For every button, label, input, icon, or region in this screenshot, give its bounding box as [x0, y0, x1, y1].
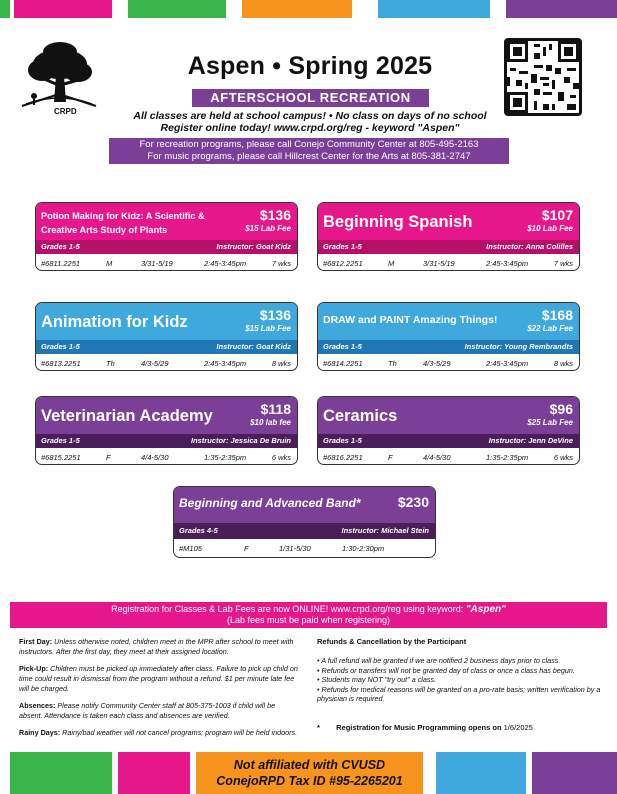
- class-time: 1:30-2:30pm: [342, 544, 385, 553]
- class-code: #M105: [179, 544, 202, 553]
- class-time: 1:35-2:35pm: [204, 453, 247, 462]
- class-title: Beginning Spanish: [323, 213, 473, 231]
- class-card[interactable]: [317, 202, 580, 271]
- music-date: 1/6/2025: [503, 723, 533, 732]
- page-subtitle: AFTERSCHOOL RECREATION: [192, 89, 429, 107]
- top-color-bar: [0, 0, 10, 18]
- class-day: F: [244, 544, 249, 553]
- absences-text: Please notify Community Center staff at 805-375-1003 if child will be absent. Attendance is taken each class and absences are verified.: [19, 701, 276, 720]
- card-header: [318, 303, 579, 340]
- class-schedule-row: [174, 539, 435, 558]
- recreation-phone: For recreation programs, please call Conejo Community Center at 805-495-2163: [139, 139, 479, 150]
- class-schedule-row: [318, 254, 579, 271]
- card-band: [36, 340, 297, 354]
- pickup-text: Children must be picked up immediately after class. Failure to pick up child on time could result in dismissal from the program without a refund. $1 per minute late fee will be charged.: [19, 664, 298, 693]
- class-dates: 4/4-5/30: [423, 453, 451, 462]
- refund-item: • Refunds for medical reasons will be granted on a pro-rate basis; written verification by a physician is required.: [317, 684, 601, 703]
- class-price: $118: [260, 401, 291, 417]
- class-code: #6815.2251: [41, 453, 81, 462]
- class-code: #6812.2251: [323, 259, 363, 268]
- card-band: [36, 240, 297, 254]
- bottom-color-bar: [10, 752, 112, 794]
- class-title: Ceramics: [323, 407, 398, 425]
- refunds-title: Refunds & Cancellation by the Participant: [317, 637, 467, 646]
- tax-id-box: [196, 752, 423, 794]
- top-color-bar: [506, 0, 617, 18]
- lab-fee: $10 Lab Fee: [527, 224, 573, 233]
- rainy-days-text: Rainy/bad weather will not cancel programs; program will be held indoors.: [62, 728, 298, 737]
- registration-text: Registration for Classes & Lab Fees are now ONLINE! www.crpd.org/reg using keyword:: [111, 604, 464, 614]
- class-weeks: 6 wks: [271, 453, 291, 462]
- class-price: $168: [541, 307, 573, 323]
- class-time: 2:45-3:45pm: [486, 259, 529, 268]
- card-band: [174, 523, 435, 539]
- class-code: #6816.2251: [323, 453, 363, 462]
- card-band: [318, 340, 579, 354]
- class-weeks: 7 wks: [271, 259, 291, 268]
- class-time: 2:45-3:45pm: [204, 359, 247, 368]
- class-dates: 4/3-5/29: [141, 359, 169, 368]
- class-schedule-row: [36, 254, 297, 271]
- class-price: $136: [259, 307, 291, 323]
- class-dates: 3/31-5/19: [141, 259, 173, 268]
- class-instructor: Instructor: Young Rembrandts: [464, 342, 573, 351]
- lab-fee: $15 Lab Fee: [245, 224, 291, 233]
- class-time: 2:45-3:45pm: [204, 259, 247, 268]
- rainy-days-label: Rainy Days:: [19, 728, 61, 737]
- class-title: DRAW and PAINT Amazing Things!: [323, 314, 498, 326]
- class-title: Animation for Kidz: [41, 313, 188, 331]
- class-card[interactable]: [173, 486, 436, 558]
- class-card[interactable]: [317, 396, 580, 465]
- bottom-color-bar: [532, 752, 617, 794]
- tax-id: ConejoRPD Tax ID #95-2265201: [216, 774, 403, 788]
- bottom-color-bar: [436, 752, 526, 794]
- card-header: [318, 203, 579, 240]
- first-day-info: [19, 637, 299, 657]
- cvusd-note: Not affiliated with CVUSD: [233, 758, 386, 772]
- class-grades: Grades 1-5: [323, 342, 362, 351]
- class-day: M: [106, 259, 113, 268]
- class-day: Th: [106, 359, 115, 368]
- class-dates: 3/31-5/19: [423, 259, 455, 268]
- class-card[interactable]: [35, 302, 298, 371]
- refund-item: • A full refund will be granted if we are notified 2 business days prior to class.: [317, 656, 561, 665]
- lab-fee: $25 Lab Fee: [527, 418, 573, 427]
- class-grades: Grades 1-5: [41, 436, 80, 445]
- lab-fee-note: (Lab fees must be paid when registering): [226, 615, 391, 625]
- phone-info: [109, 138, 509, 164]
- music-text: Registration for Music Programming opens on: [336, 723, 502, 732]
- class-instructor: Instructor: Goat Kidz: [216, 342, 291, 351]
- class-day: Th: [388, 359, 397, 368]
- class-schedule-row: [318, 448, 579, 465]
- logo-text: CRPD: [54, 107, 77, 116]
- music-registration-note: [317, 723, 533, 732]
- class-code: #6811.2251: [41, 259, 81, 268]
- class-grades: Grades 1-5: [41, 342, 80, 351]
- top-color-bar: [242, 0, 352, 18]
- lab-fee: $10 lab fee: [250, 418, 291, 427]
- class-title: Beginning and Advanced Band*: [179, 496, 361, 510]
- top-color-bar: [378, 0, 490, 18]
- registration-keyword: "Aspen": [465, 604, 506, 615]
- class-price: $230: [397, 494, 429, 510]
- class-instructor: Instructor: Jessica De Bruin: [190, 436, 291, 445]
- music-star: *: [317, 723, 320, 732]
- bottom-color-bar: [118, 752, 190, 794]
- class-day: F: [388, 453, 393, 462]
- class-price: $107: [541, 207, 573, 223]
- pickup-label: Pick-Up:: [19, 664, 49, 673]
- class-weeks: 6 wks: [553, 453, 573, 462]
- pickup-info: [19, 664, 299, 694]
- lab-fee: $15 Lab Fee: [245, 324, 291, 333]
- register-note: Register online today! www.crpd.org/reg - keyword "Aspen": [160, 122, 460, 134]
- campus-note: All classes are held at school campus! • No class on days of no school: [133, 110, 487, 122]
- class-code: #6814.2251: [323, 359, 363, 368]
- class-grades: Grades 1-5: [323, 436, 362, 445]
- class-grades: Grades 4-5: [179, 526, 218, 535]
- class-time: 2:45-3:45pm: [486, 359, 529, 368]
- class-day: F: [106, 453, 111, 462]
- rainy-days-info: [19, 728, 299, 738]
- class-price: $136: [259, 207, 291, 223]
- class-schedule-row: [318, 354, 579, 371]
- class-instructor: Instructor: Jenn DeVine: [488, 436, 573, 445]
- music-phone: For music programs, please call Hillcrest Center for the Arts at 805-381-2747: [147, 151, 471, 162]
- class-grades: Grades 1-5: [323, 242, 362, 251]
- class-day: M: [388, 259, 395, 268]
- registration-banner: [10, 602, 607, 628]
- top-color-bar: [128, 0, 226, 18]
- class-schedule-row: [36, 448, 297, 465]
- top-color-bar: [14, 0, 112, 18]
- class-card[interactable]: [35, 396, 298, 465]
- absences-info: [19, 701, 299, 721]
- card-band: [318, 434, 579, 448]
- refund-item: • Refunds or transfers will not be granted day of class or once a class has begun.: [317, 665, 575, 675]
- class-weeks: 7 wks: [553, 259, 573, 268]
- class-dates: 1/31-5/30: [279, 544, 311, 553]
- class-title: Veterinarian Academy: [41, 407, 213, 425]
- card-band: [36, 434, 297, 448]
- refund-item: • Students may NOT "try out" a class.: [317, 675, 437, 684]
- card-band: [318, 240, 579, 254]
- first-day-label: First Day:: [19, 637, 53, 646]
- class-time: 1:35-2:35pm: [486, 453, 529, 462]
- class-weeks: 8 wks: [553, 359, 573, 368]
- class-code: #6813.2251: [41, 359, 81, 368]
- class-instructor: Instructor: Anna Colilles: [486, 242, 573, 251]
- card-header: [318, 397, 579, 434]
- class-instructor: Instructor: Goat Kidz: [216, 242, 291, 251]
- class-weeks: 8 wks: [271, 359, 291, 368]
- card-header: [174, 487, 435, 523]
- class-card[interactable]: [317, 302, 580, 371]
- class-title: Potion Making for Kidz: A Scientific & Creative Arts Study of Plants: [41, 211, 205, 235]
- class-price: $96: [549, 401, 573, 417]
- class-grades: Grades 1-5: [41, 242, 80, 251]
- class-schedule-row: [36, 354, 297, 371]
- absences-label: Absences:: [19, 701, 56, 710]
- card-header: [36, 397, 297, 434]
- refunds-list: [317, 656, 609, 704]
- card-header: [36, 303, 297, 340]
- qr-code[interactable]: [504, 38, 582, 116]
- class-instructor: Instructor: Michael Stein: [341, 526, 429, 535]
- class-dates: 4/4-5/30: [141, 453, 169, 462]
- class-card[interactable]: [35, 202, 298, 271]
- page-title: Aspen • Spring 2025: [187, 52, 433, 80]
- lab-fee: $22 Lab Fee: [527, 324, 573, 333]
- first-day-text: Unless otherwise noted, children meet in the MPR after school to meet with instructors. After the first day, they meet at their assigned location.: [19, 637, 294, 656]
- crpd-logo: [20, 40, 98, 120]
- card-header: [36, 203, 297, 240]
- qr-code-icon: [507, 41, 579, 113]
- class-dates: 4/3-5/29: [423, 359, 451, 368]
